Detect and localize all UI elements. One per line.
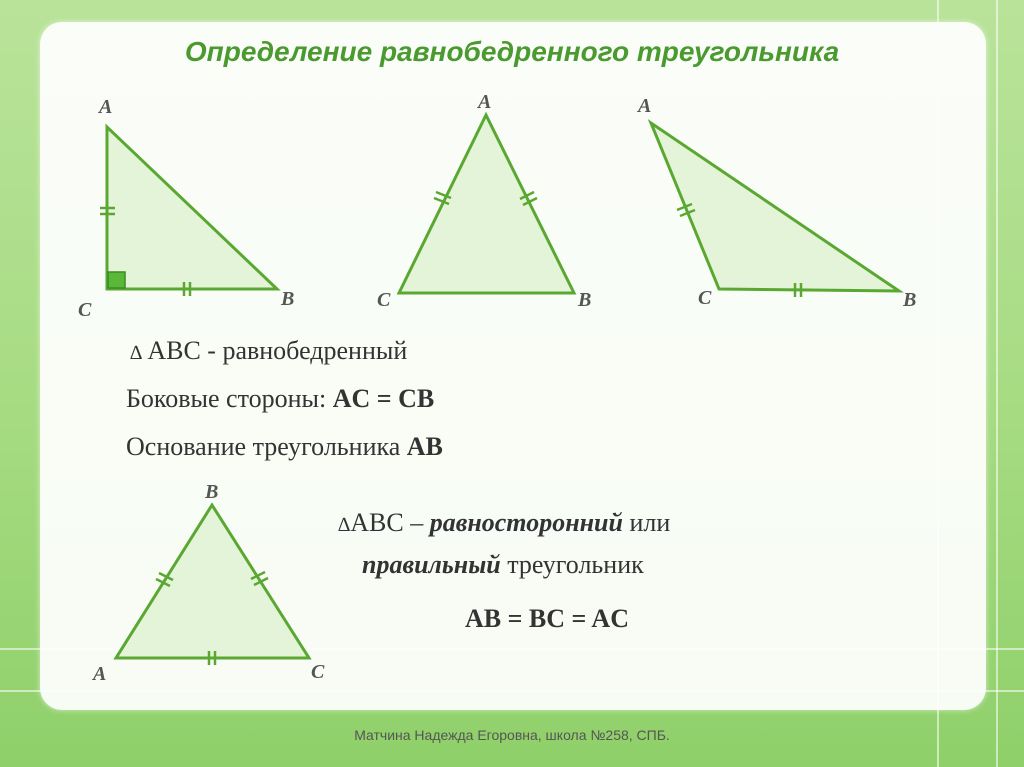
base-label: Основание треугольника: [126, 432, 407, 461]
triangle-word: треугольник: [500, 550, 644, 579]
vertex-label: A: [638, 95, 652, 117]
or-word: или: [622, 508, 671, 537]
vertex-label: A: [93, 663, 107, 685]
statement-regular: [362, 550, 644, 580]
triangle-symbol: ∆: [338, 514, 351, 536]
triangle-obtuse-isosceles: [636, 95, 916, 311]
footer-author: Матчина Надежда Егоровна, школа №258, СПБ.: [354, 727, 670, 743]
right-angle-marker: [108, 272, 125, 288]
vertex-label: B: [281, 288, 295, 310]
statement-text: ABC - равнобедренный: [147, 336, 408, 365]
vertex-label: B: [578, 289, 592, 311]
triangle-2-shape: [399, 115, 574, 293]
legs-equation: AC = CB: [332, 384, 435, 413]
vertex-label: B: [903, 289, 917, 311]
triangle-equilateral: [91, 481, 325, 685]
vertex-label: C: [311, 661, 325, 683]
vertex-label: A: [478, 91, 492, 113]
statement-legs: [126, 384, 434, 414]
triangle-3-shape: [651, 123, 899, 291]
legs-label: Боковые стороны:: [126, 384, 333, 413]
base-value: AB: [406, 432, 443, 461]
triangle-symbol: ∆: [130, 342, 143, 364]
vertex-label: B: [205, 481, 219, 503]
slide-title: Определение равнобедренного треугольника: [184, 36, 840, 67]
equilateral-term: равносторонний: [429, 508, 623, 537]
statement-isosceles: [130, 336, 407, 366]
triangle-name: ABC –: [350, 508, 430, 537]
triangle-acute-isosceles: [377, 91, 591, 311]
triangle-1-shape: [107, 127, 277, 289]
vertex-label: A: [99, 96, 113, 118]
triangle-4-shape: [116, 505, 309, 658]
vertex-label: C: [377, 289, 391, 311]
triangle-right-isosceles: [78, 96, 294, 321]
vertex-label: C: [78, 299, 92, 321]
regular-term: правильный: [362, 550, 501, 579]
equilateral-equation: AB = BC = AC: [465, 604, 629, 633]
statement-base: [126, 432, 443, 462]
statement-equilateral: [338, 508, 670, 538]
vertex-label: C: [698, 287, 712, 309]
